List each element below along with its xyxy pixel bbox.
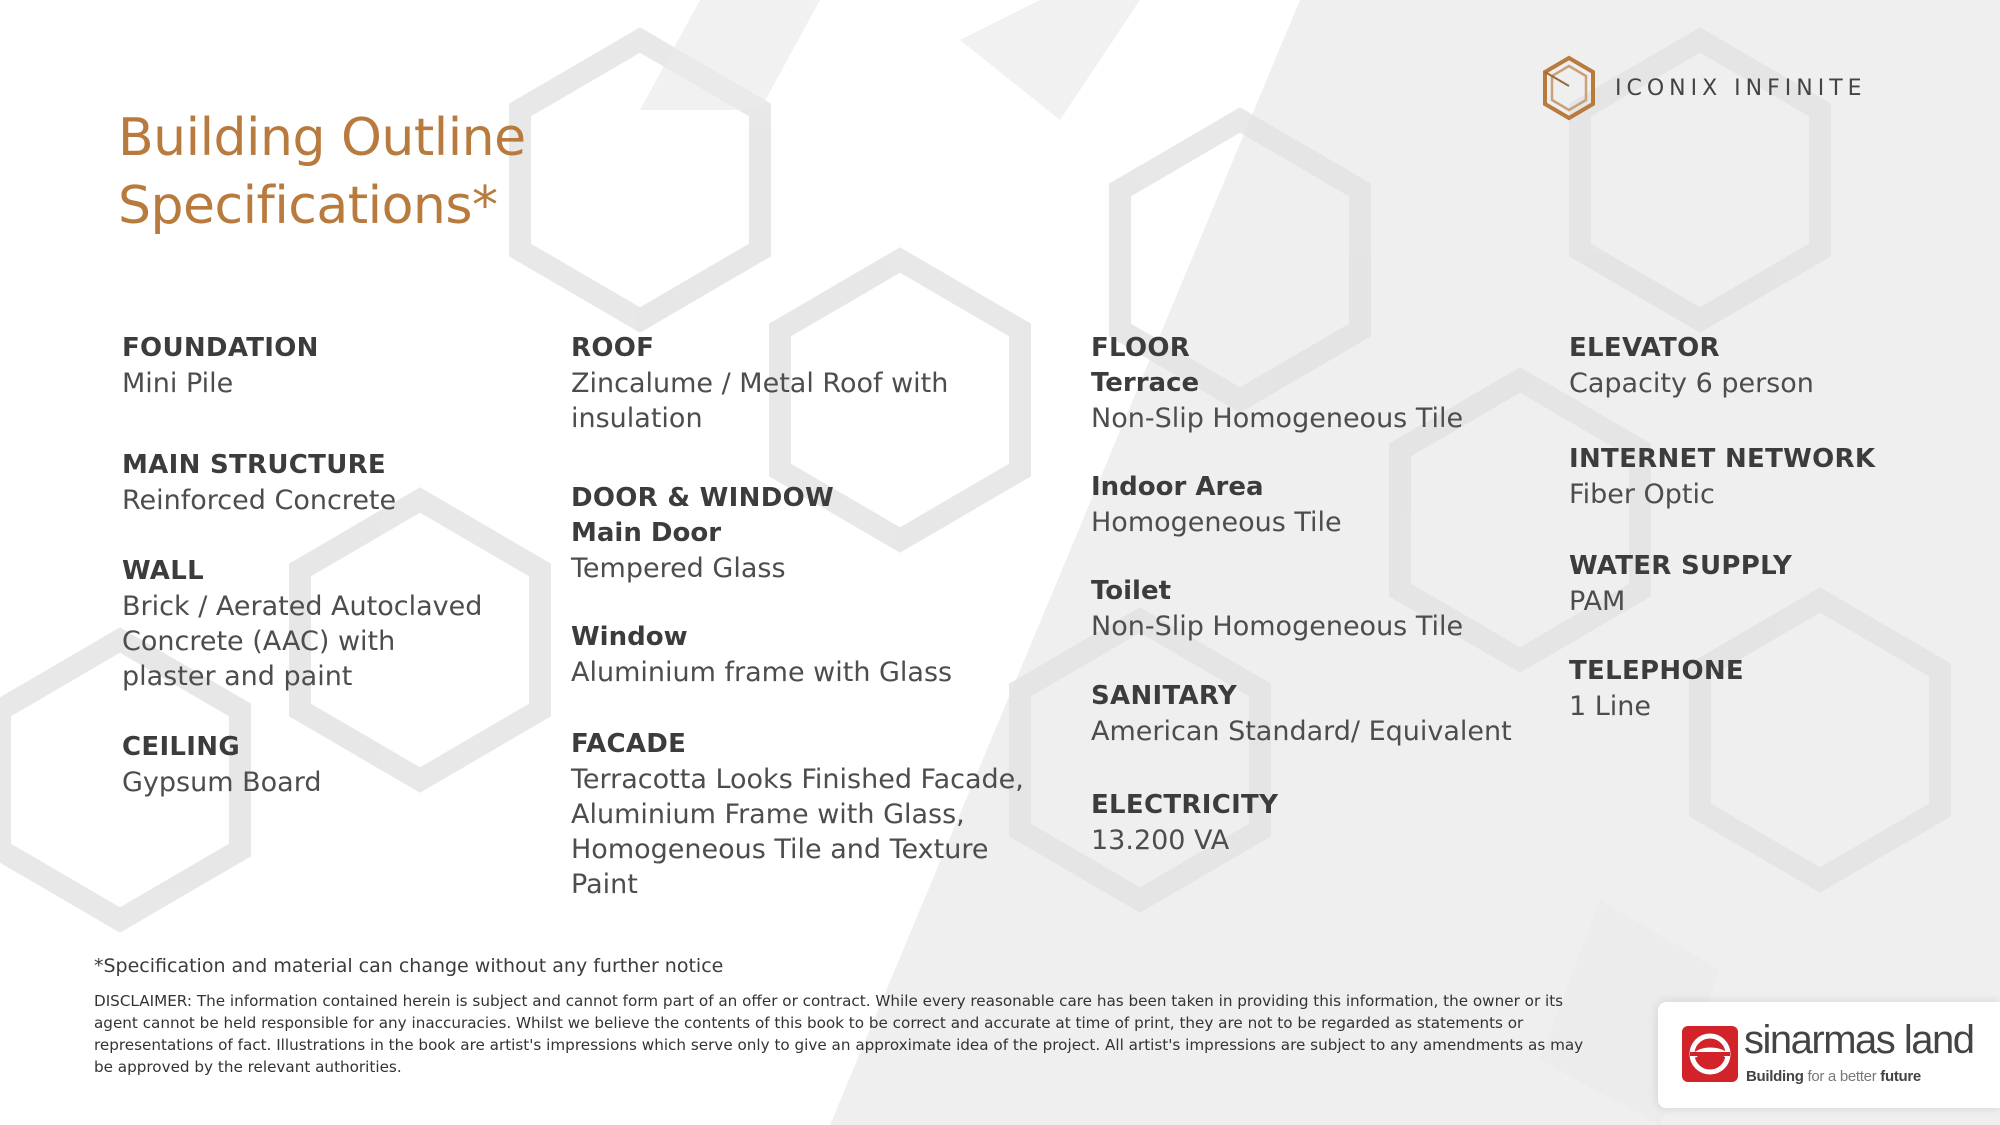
spec-water-supply xyxy=(1569,548,1989,619)
partner-logo-box xyxy=(1658,1002,2000,1108)
spec-value: Tempered Glass xyxy=(571,553,786,584)
spec-value: Zincalume / Metal Roof with xyxy=(571,368,949,399)
page-title-line-1: Building Outline xyxy=(118,108,526,168)
spec-heading: ROOF xyxy=(571,333,655,363)
spec-value: Capacity 6 person xyxy=(1569,368,1814,399)
spec-heading: FACADE xyxy=(571,729,687,759)
spec-column-4 xyxy=(1569,330,1989,724)
spec-value: Aluminium frame with Glass xyxy=(571,657,953,688)
spec-sub-label: Toilet xyxy=(1091,576,1172,606)
brand-logo xyxy=(1535,52,1867,124)
spec-elevator xyxy=(1569,330,1989,401)
spec-heading: WATER SUPPLY xyxy=(1569,551,1793,581)
partner-tagline-part: for a better xyxy=(1803,1068,1881,1085)
page-title xyxy=(118,104,526,240)
disclaimer: DISCLAIMER: The information contained herein is subject and cannot form part of an offer or contract. While every reasonable care has been taken in providing this information, the owner or its agent cannot be held responsible for any inaccuracies. Whilst we believe the contents of this book to be correct and accurate at time of print, they are not to be regarded as statements or representations of fact. Illustrations in the book are artist's impressions which serve only to give an approximate idea of the project. All artist's impressions are subject to any amendments as may be approved by the relevant authorities. xyxy=(94,992,1584,1076)
partner-tagline xyxy=(1746,1068,1921,1085)
spec-value: Fiber Optic xyxy=(1569,479,1715,510)
spec-value: Homogeneous Tile and Texture xyxy=(571,834,989,865)
brand-name: ICONIX INFINITE xyxy=(1615,75,1867,101)
spec-sub-label: Main Door xyxy=(571,518,722,548)
spec-column-2 xyxy=(571,330,1041,902)
hexagon-logo-icon xyxy=(1535,52,1603,124)
spec-ceiling xyxy=(122,729,542,800)
spec-sub-label: Indoor Area xyxy=(1091,472,1264,502)
spec-value: Non-Slip Homogeneous Tile xyxy=(1091,611,1464,642)
spec-heading: WALL xyxy=(122,556,204,586)
spec-value: Mini Pile xyxy=(122,368,234,399)
spec-heading: ELECTRICITY xyxy=(1091,790,1279,820)
spec-value: plaster and paint xyxy=(122,661,353,692)
spec-value: Terracotta Looks Finished Facade, xyxy=(571,764,1024,795)
spec-telephone xyxy=(1569,653,1989,724)
spec-value: Concrete (AAC) with xyxy=(122,626,396,657)
spec-value: Aluminium Frame with Glass, xyxy=(571,799,965,830)
spec-sub-label: Terrace xyxy=(1091,368,1200,398)
spec-value: PAM xyxy=(1569,586,1626,617)
spec-value: Brick / Aerated Autoclaved xyxy=(122,591,483,622)
spec-heading: MAIN STRUCTURE xyxy=(122,450,386,480)
spec-main-structure xyxy=(122,447,542,518)
spec-value: Homogeneous Tile xyxy=(1091,507,1342,538)
spec-internet-network xyxy=(1569,441,1989,512)
partner-tagline-part: future xyxy=(1880,1068,1921,1085)
spec-heading: SANITARY xyxy=(1091,681,1237,711)
footnote: *Specification and material can change without any further notice xyxy=(94,955,724,977)
partner-tagline-part: Building xyxy=(1746,1068,1804,1085)
spec-value: Reinforced Concrete xyxy=(122,485,397,516)
spec-foundation xyxy=(122,330,542,401)
spec-value: 1 Line xyxy=(1569,691,1652,722)
spec-wall xyxy=(122,553,542,694)
spec-heading: FOUNDATION xyxy=(122,333,319,363)
spec-sanitary xyxy=(1091,678,1531,749)
page-title-line-2: Specifications* xyxy=(118,176,498,236)
spec-value: 13.200 VA xyxy=(1091,825,1230,856)
spec-heading: ELEVATOR xyxy=(1569,333,1720,363)
spec-value: Non-Slip Homogeneous Tile xyxy=(1091,403,1464,434)
spec-heading: FLOOR xyxy=(1091,333,1191,363)
spec-facade xyxy=(571,726,1041,902)
spec-electricity xyxy=(1091,787,1531,858)
spec-value: American Standard/ Equivalent xyxy=(1091,716,1512,747)
spec-roof xyxy=(571,330,1041,436)
spec-heading: DOOR & WINDOW xyxy=(571,483,834,513)
spec-value: Gypsum Board xyxy=(122,767,322,798)
partner-name: sinarmas land xyxy=(1744,1018,1974,1062)
sinarmas-mark-icon xyxy=(1682,1026,1738,1082)
spec-value: Paint xyxy=(571,869,638,900)
spec-heading: INTERNET NETWORK xyxy=(1569,444,1876,474)
spec-floor xyxy=(1091,330,1531,644)
spec-value: insulation xyxy=(571,403,703,434)
spec-heading: CEILING xyxy=(122,732,240,762)
spec-sub-label: Window xyxy=(571,622,688,652)
spec-column-3 xyxy=(1091,330,1531,858)
spec-heading: TELEPHONE xyxy=(1569,656,1744,686)
spec-column-1 xyxy=(122,330,542,800)
spec-door-window xyxy=(571,480,1041,690)
